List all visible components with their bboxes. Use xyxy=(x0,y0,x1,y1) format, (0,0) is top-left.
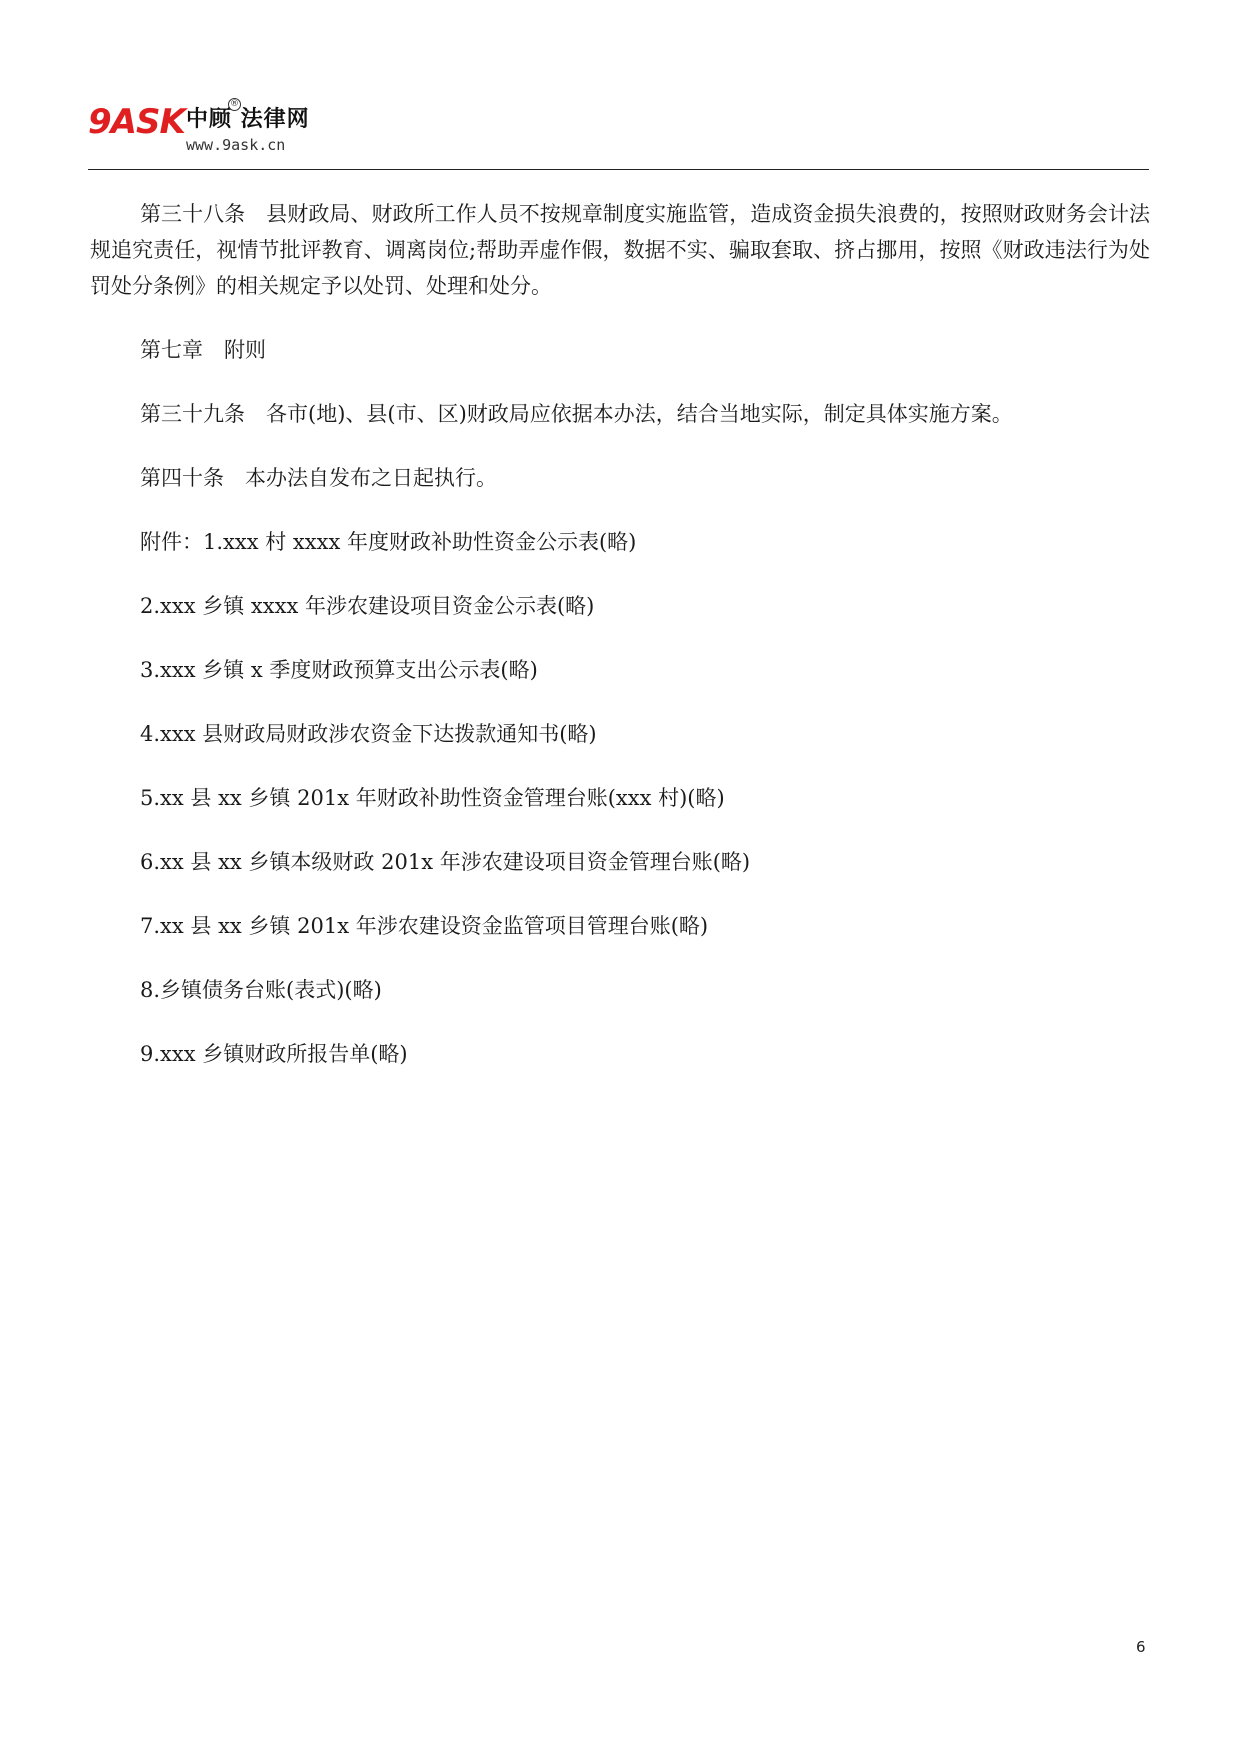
logo-nine: 9 xyxy=(88,102,111,142)
chapter-7-heading: 第七章 附则 xyxy=(140,338,266,362)
logo-mark xyxy=(88,102,185,142)
logo-url: www.9ask.cn xyxy=(186,136,286,154)
attachment-8: 8.乡镇债务台账(表式)(略) xyxy=(140,978,382,1002)
page-header xyxy=(88,96,1148,170)
page-number: 6 xyxy=(1136,1638,1146,1656)
attachment-3: 3.xxx 乡镇 x 季度财政预算支出公示表(略) xyxy=(140,658,538,682)
attachment-2: 2.xxx 乡镇 xxxx 年涉农建设项目资金公示表(略) xyxy=(140,594,595,618)
document-body xyxy=(90,196,1150,1100)
attachment-5: 5.xx 县 xx 乡镇 201x 年财政补助性资金管理台账(xxx 村)(略) xyxy=(140,786,725,810)
attachment-6: 6.xx 县 xx 乡镇本级财政 201x 年涉农建设项目资金管理台账(略) xyxy=(140,850,751,874)
attachment-4: 4.xxx 县财政局财政涉农资金下达拨款通知书(略) xyxy=(140,722,597,746)
header-divider xyxy=(88,169,1149,170)
article-39: 第三十九条 各市(地)、县(市、区)财政局应依据本办法，结合当地实际，制定具体实施方案。 xyxy=(140,402,1013,426)
logo-ask: ASK xyxy=(110,102,185,142)
registered-mark-icon: ® xyxy=(230,99,239,109)
attachment-9: 9.xxx 乡镇财政所报告单(略) xyxy=(140,1042,408,1066)
site-logo xyxy=(88,99,348,160)
logo-chinese-name: 中顾 法律网 xyxy=(186,107,310,132)
article-40: 第四十条 本办法自发布之日起执行。 xyxy=(140,466,497,490)
article-38: 第三十八条 县财政局、财政所工作人员不按规章制度实施监管，造成资金损失浪费的，按照财政财务会计法规追究责任，视情节批评教育、调离岗位;帮助弄虚作假，数据不实、骗取套取、挤占挪用，按照《财政违法行为处罚处分条例》的相关规定予以处罚、处理和处分。 xyxy=(90,202,1150,298)
attachment-1: 附件：1.xxx 村 xxxx 年度财政补助性资金公示表(略) xyxy=(140,530,637,554)
attachment-7: 7.xx 县 xx 乡镇 201x 年涉农建设资金监管项目管理台账(略) xyxy=(140,914,709,938)
